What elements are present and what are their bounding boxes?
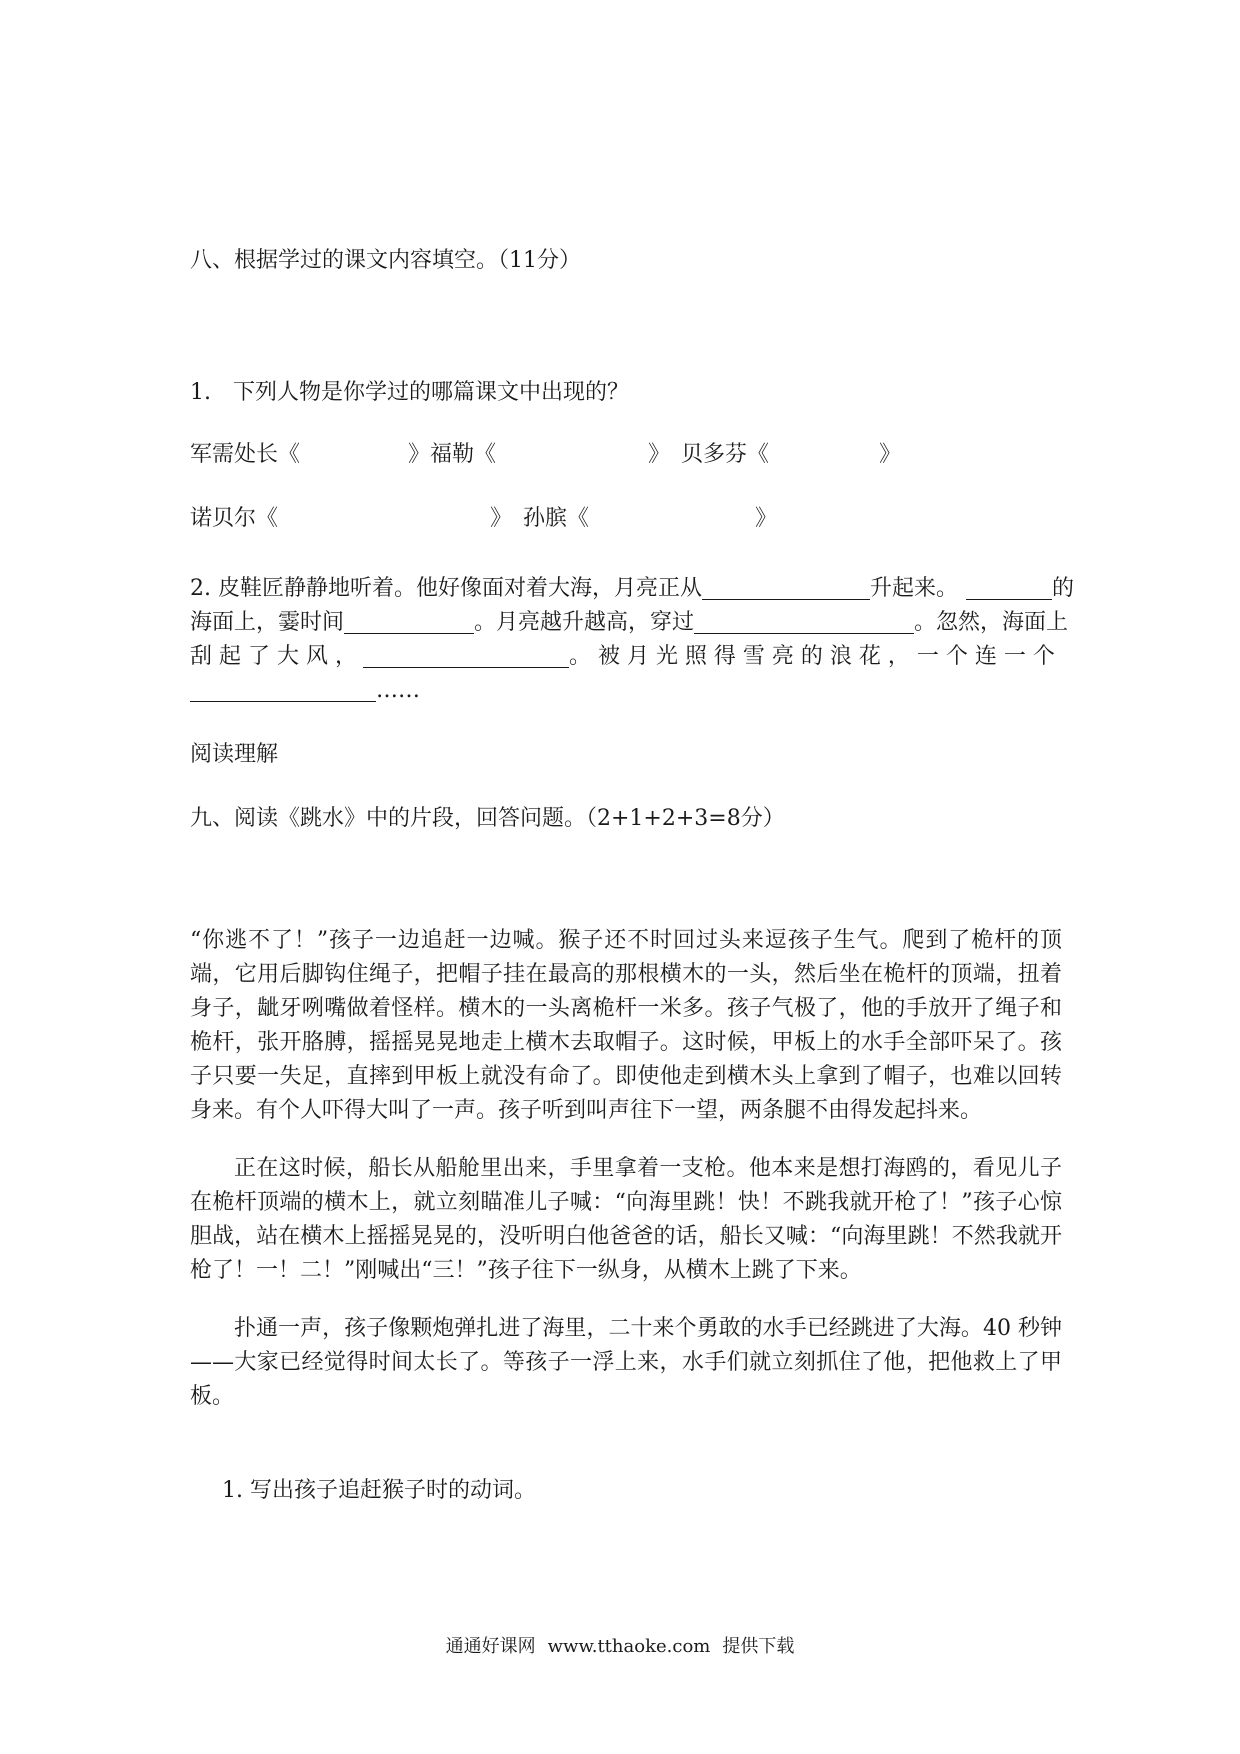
footer-suffix: 提供下载	[722, 1636, 795, 1657]
passage-text: 扑通一声，孩子像颗炮弹扎进了海里，二十来个勇敢的水手已经跳进了大海。40 秒钟——大家已经觉得时间太长了。等孩子一浮上来，水手们就立刻抓住了他，把他救上了甲板。	[190, 1316, 1062, 1409]
question-2-line-3	[190, 646, 1055, 668]
fill-blank[interactable]	[694, 613, 914, 634]
q2-text: 刮 起 了 大 风 ，	[190, 644, 357, 669]
row1-text-a: 军需处长《	[190, 442, 301, 467]
q2-text: 。月亮越升越高，穿过	[474, 610, 695, 635]
footer-url[interactable]: www.tthaoke.com	[547, 1636, 711, 1657]
section-8-heading: 八、根据学过的课文内容填空。（11分）	[190, 248, 581, 273]
passage-paragraph-1	[190, 924, 1062, 1128]
section-9-heading: 九、阅读《跳水》中的片段，回答问题。（2+1+2+3=8分）	[190, 806, 785, 831]
q2-text: 的	[1052, 576, 1075, 601]
page-footer	[0, 1632, 1240, 1658]
q2-text: 。忽然，海面上	[914, 610, 1069, 635]
passage-paragraph-2	[190, 1152, 1062, 1288]
row1-text-c: 》 贝多芬《	[648, 442, 770, 467]
fill-blank[interactable]	[363, 647, 569, 668]
q2-text: 升起来。	[870, 576, 959, 601]
q2-text: 。 被 月 光 照 得 雪 亮 的 浪 花 ， 一 个 连 一 个	[568, 644, 1055, 669]
q2-text: 2. 皮鞋匠静静地听着。他好像面对着大海，月亮正从	[190, 576, 702, 601]
row2-text-b: 》 孙膑《	[490, 506, 590, 531]
row2-text-a: 诺贝尔《	[190, 506, 279, 531]
question-2-line-2	[190, 612, 1068, 634]
fill-blank[interactable]	[190, 681, 376, 702]
passage-text: 正在这时候，船长从船舱里出来，手里拿着一支枪。他本来是想打海鸥的，看见儿子在桅杆顶端的横木上，就立刻瞄准儿子喊：“向海里跳！快！不跳我就开枪了！”孩子心惊胆战，站在横木上摇摇晃晃的，没听明白他爸爸的话，船长又喊：“向海里跳！不然我就开枪了！一！二！”刚喊出“三！”孩子往下一纵身，从横木上跳了下来。	[190, 1156, 1062, 1283]
row1-text-d: 》	[879, 442, 902, 467]
passage-paragraph-3	[190, 1312, 1062, 1414]
footer-site-name: 通通好课网	[445, 1636, 536, 1657]
fill-blank[interactable]	[966, 579, 1052, 600]
q2-ellipsis: ……	[376, 678, 420, 703]
question-1-row-1	[190, 444, 901, 466]
passage-text: “你逃不了！”孩子一边追赶一边喊。猴子还不时回过头来逗孩子生气。爬到了桅杆的顶端，它用后脚钩住绳子，把帽子挂在最高的那根横木的一头，然后坐在桅杆的顶端，扭着身子，龇牙咧嘴做着怪样。横木的一头离桅杆一米多。孩子气极了，他的手放开了绳子和桅杆，张开胳膊，摇摇晃晃地走上横木去取帽子。这时候，甲板上的水手全部吓呆了。孩子只要一失足，直摔到甲板上就没有命了。即使他走到横木头上拿到了帽子，也难以回转身来。有个人吓得大叫了一声。孩子听到叫声往下一望，两条腿不由得发起抖来。	[190, 928, 1062, 1123]
question-2-line-1	[190, 578, 1074, 600]
question-2-line-4	[190, 680, 420, 702]
section-9-question-1: 1. 写出孩子追赶猴子时的动词。	[222, 1478, 536, 1503]
question-1-prompt: 1. 下列人物是你学过的哪篇课文中出现的？	[190, 380, 629, 405]
question-1-row-2	[190, 508, 777, 530]
reading-section-label: 阅读理解	[190, 742, 279, 767]
q2-text: 海面上，霎时间	[190, 610, 345, 635]
fill-blank[interactable]	[344, 613, 474, 634]
row1-text-b: 》福勒《	[408, 442, 497, 467]
fill-blank[interactable]	[702, 579, 870, 600]
row2-text-c: 》	[755, 506, 778, 531]
